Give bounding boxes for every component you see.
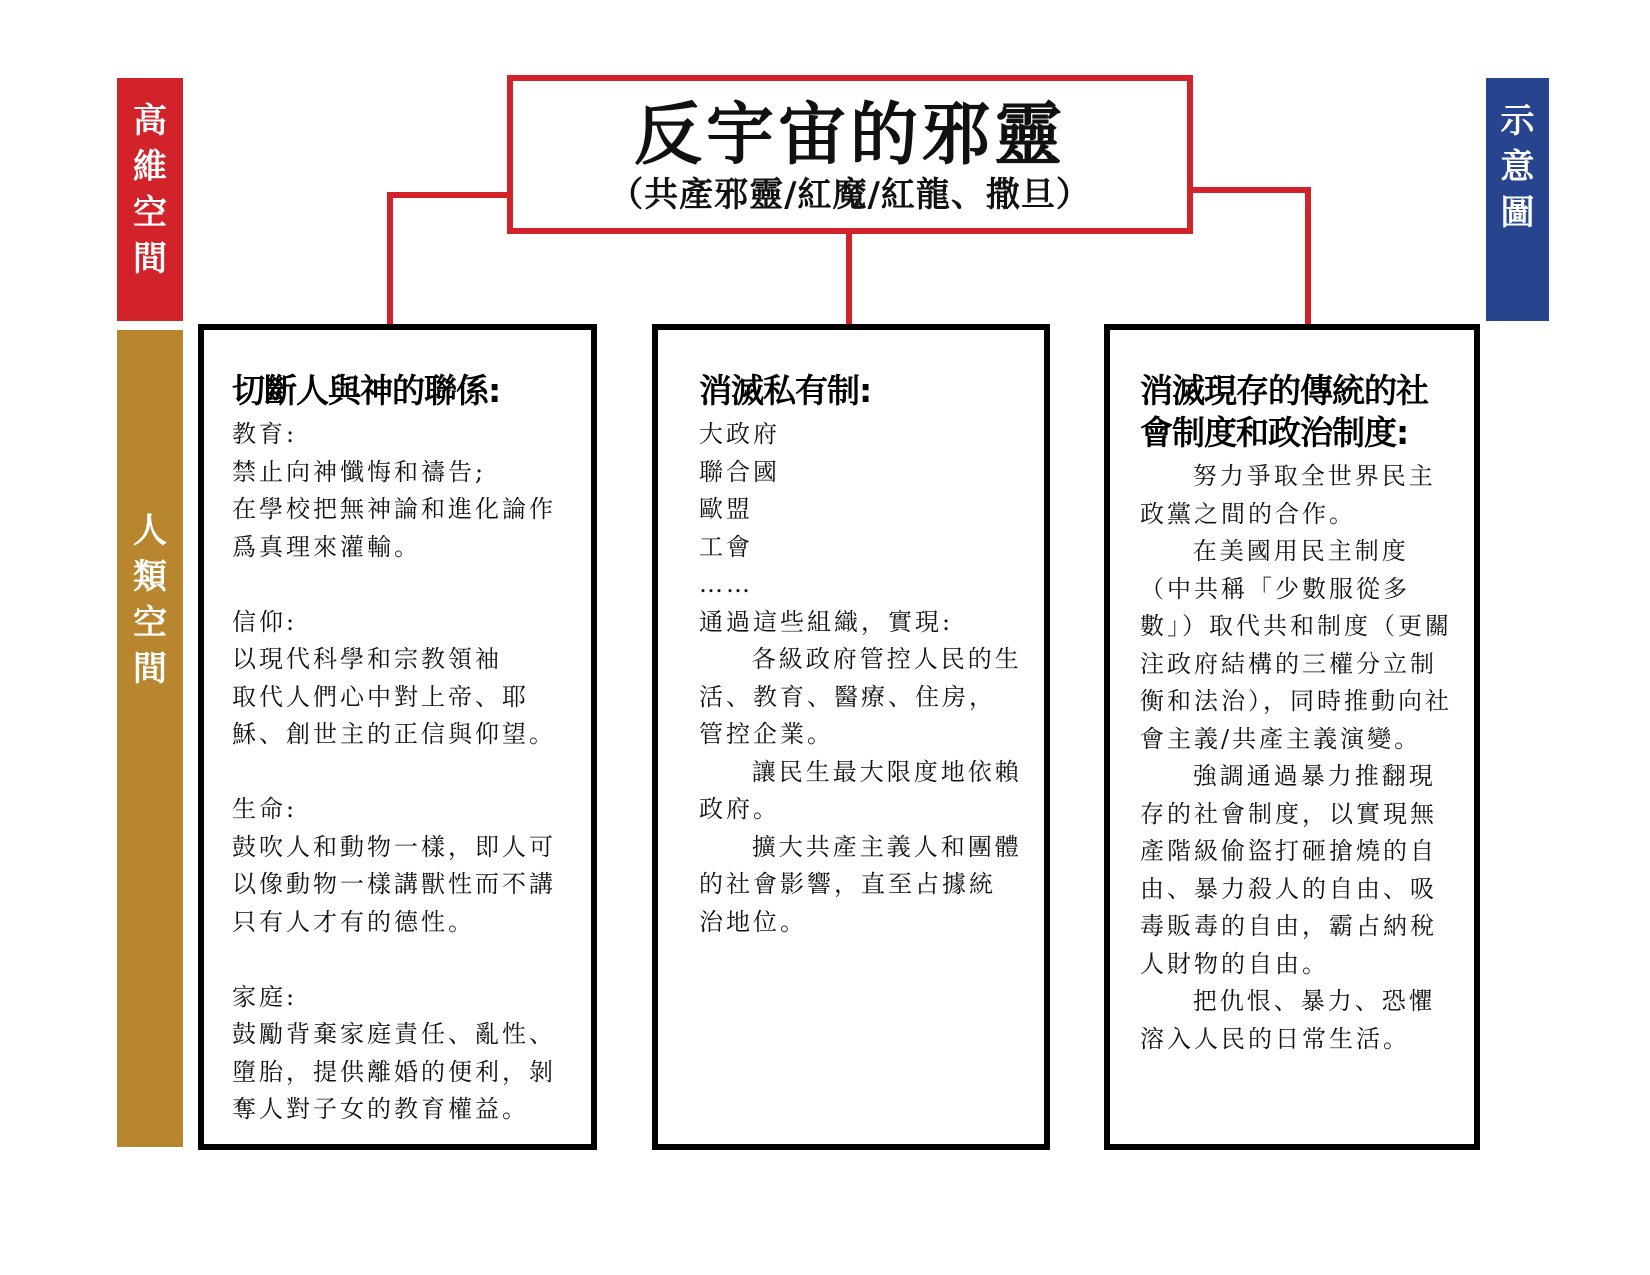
text-line: 只有人才有的德性。	[232, 907, 475, 936]
paragraph: 強調通過暴力推翻現存的社會制度，以實現無產階級偷盜打砸搶燒的自由、暴力殺人的自由、吸毒販毒的自由，霸占納稅人財物的自由。	[1140, 762, 1437, 978]
text-line: 鼓吹人和動物一樣，即人可	[232, 832, 556, 861]
label-char: 間	[133, 239, 167, 279]
column-heading: 消滅私有制:	[699, 371, 872, 410]
label-char: 維	[133, 147, 167, 187]
text-line: 爲真理來灌輸。	[232, 532, 421, 561]
section-label-education: 教育:	[232, 420, 298, 448]
organization-item: 大政府	[699, 420, 780, 448]
column-heading: 消滅現存的傳統的社會制度和政治制度:	[1140, 371, 1428, 452]
title-box	[507, 75, 1193, 234]
intro-text: 通過這些組織，實現:	[699, 607, 954, 636]
text-line: 墮胎，提供離婚的便利，剝	[232, 1057, 556, 1086]
connector-right-horizontal	[1191, 187, 1311, 193]
organization-item: 聯合國	[699, 457, 780, 486]
column-sever-god-connection	[198, 324, 597, 1150]
label-char: 意	[1500, 147, 1535, 187]
column-abolish-private-property	[652, 324, 1050, 1150]
label-char: 空	[133, 603, 167, 643]
paragraph: 擴大共產主義人和團體的社會影響，直至占據統治地位。	[699, 832, 1022, 936]
column-heading: 切斷人與神的聯係:	[232, 371, 501, 410]
title-main: 反宇宙的邪靈	[633, 95, 1066, 175]
section-label-family: 家庭:	[232, 982, 298, 1011]
label-char: 示	[1500, 101, 1535, 141]
spacer	[232, 754, 569, 792]
spacer	[232, 566, 569, 604]
spacer	[232, 941, 569, 979]
organization-item: 工會	[699, 532, 753, 561]
section-label-faith: 信仰:	[232, 607, 298, 636]
connector-right-vertical	[1305, 187, 1311, 326]
text-line: 禁止向神懺悔和禱告;	[232, 457, 487, 486]
text-line: 取代人們心中對上帝、耶	[232, 682, 529, 711]
connector-left-horizontal	[387, 192, 509, 198]
human-space-label	[117, 330, 183, 1147]
connector-center-vertical	[846, 232, 852, 326]
paragraph: 把仇恨、暴力、恐懼溶入人民的日常生活。	[1140, 987, 1436, 1053]
label-char: 空	[133, 193, 167, 233]
column-destroy-traditional-systems	[1104, 324, 1480, 1150]
connector-left-vertical	[387, 192, 393, 326]
text-line: 奪人對子女的教育權益。	[232, 1095, 529, 1123]
label-char: 圖	[1500, 193, 1535, 233]
text-line: 在學校把無神論和進化論作	[232, 495, 556, 523]
text-line: 穌、創世主的正信與仰望。	[232, 720, 556, 748]
text-line: 以現代科學和宗教領袖	[232, 645, 502, 673]
label-char: 間	[133, 649, 167, 689]
label-char: 類	[133, 557, 167, 597]
text-line: 以像動物一樣講獸性而不講	[232, 870, 556, 898]
high-dimension-space-label	[117, 78, 183, 321]
paragraph: 努力爭取全世界民主政黨之間的合作。	[1140, 462, 1436, 528]
label-char: 人	[133, 511, 167, 551]
title-subtitle: （共產邪靈/紅魔/紅龍、撒旦）	[609, 175, 1091, 215]
text-line: 鼓勵背棄家庭責任、亂性、	[232, 1020, 556, 1048]
paragraph: 讓民生最大限度地依賴政府。	[699, 757, 1022, 823]
label-char: 高	[133, 101, 167, 141]
section-label-life: 生命:	[232, 795, 298, 823]
organization-item: 歐盟	[699, 495, 753, 523]
paragraph: 在美國用民主制度（中共稱「少數服從多數」）取代共和制度（更關注政府結構的三權分立制衡和法治），同時推動向社會主義/共產主義演變。	[1140, 537, 1452, 753]
organization-item-ellipsis: ……	[699, 570, 753, 598]
paragraph: 各級政府管控人民的生活、教育、醫療、住房，管控企業。	[699, 645, 1022, 748]
diagram-label	[1486, 78, 1549, 321]
